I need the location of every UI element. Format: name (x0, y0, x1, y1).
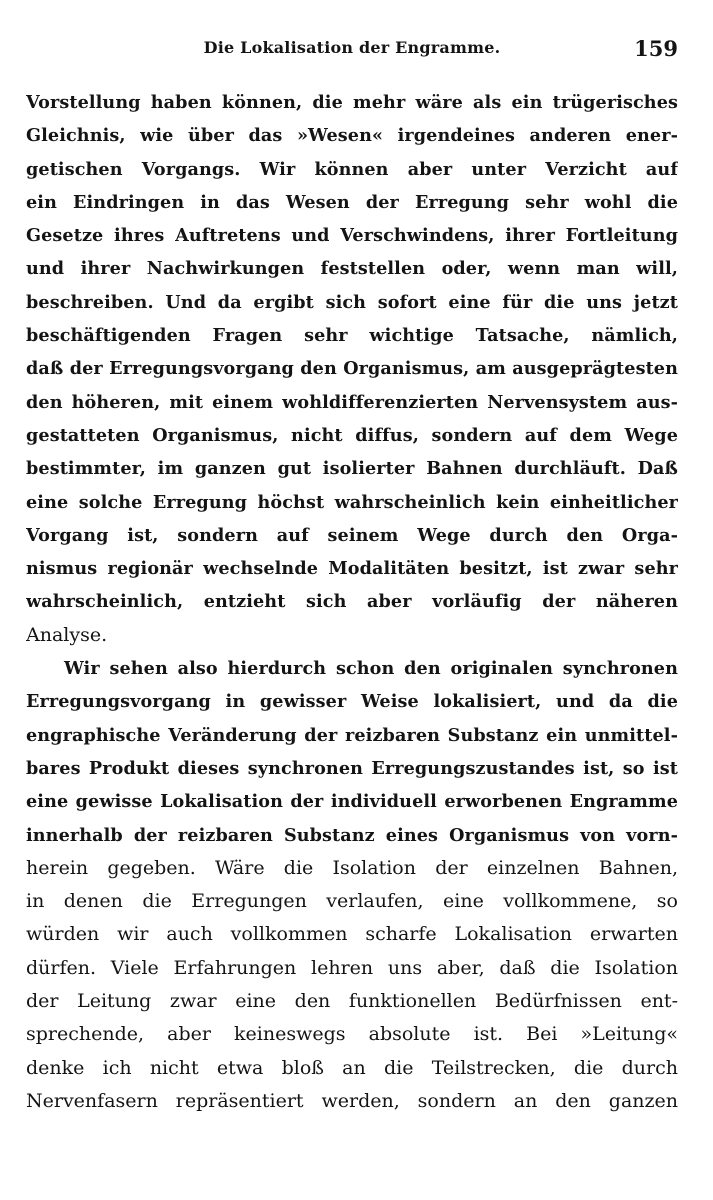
running-head (26, 38, 678, 68)
text-line: den höheren, mit einem wohldifferenzierten Nervensystem aus- (26, 391, 678, 413)
text-line: Nervenfasern repräsentiert werden, sondern an den ganzen (26, 1089, 678, 1112)
text-line: sprechende, aber keineswegs absolute ist. Bei »Leitung« (26, 1023, 678, 1046)
text-line: daß der Erregungsvorgang den Organismus, am ausgeprägtesten (26, 358, 678, 380)
text-line: bestimmter, im ganzen gut isolierter Bahnen durchläuft. Daß (26, 458, 678, 480)
text-line: beschäftigenden Fragen sehr wichtige Tatsache, nämlich, (26, 325, 678, 347)
text-line: innerhalb der reizbaren Substanz eines Organismus von vorn- (26, 824, 678, 846)
body-text (26, 86, 678, 1118)
text-line: und ihrer Nachwirkungen feststellen oder, wenn man will, (26, 258, 678, 280)
text-line: in denen die Erregungen verlaufen, eine vollkommene, so (26, 890, 678, 913)
text-line: Vorgang ist, sondern auf seinem Wege durch den Orga- (26, 524, 678, 546)
text-line: nismus regionär wechselnde Modalitäten besitzt, ist zwar sehr (26, 558, 678, 580)
text-line: wahrscheinlich, entzieht sich aber vorläufig der näheren (26, 591, 678, 613)
text-line: gestatteten Organismus, nicht diffus, sondern auf dem Wege (26, 424, 678, 446)
text-line: dürfen. Viele Erfahrungen lehren uns aber, daß die Isolation (26, 956, 678, 979)
text-line: herein gegeben. Wäre die Isolation der einzelnen Bahnen, (26, 856, 678, 879)
text-line: beschreiben. Und da ergibt sich sofort eine für die uns jetzt (26, 291, 678, 313)
text-line: der Leitung zwar eine den funktionellen Bedürfnissen ent- (26, 990, 678, 1013)
text-line: Vorstellung haben können, die mehr wäre als ein trügerisches (26, 92, 678, 113)
running-title: Die Lokalisation der Engramme. (203, 38, 501, 57)
text-line: würden wir auch vollkommen scharfe Lokalisation erwarten (26, 923, 678, 946)
text-line: bares Produkt dieses synchronen Erregungszustandes ist, so ist (26, 757, 678, 779)
page-number: 159 (634, 36, 678, 61)
text-line: eine solche Erregung höchst wahrscheinlich kein einheitlicher (26, 491, 678, 513)
text-line: Gesetze ihres Auftretens und Verschwindens, ihrer Fortleitung (26, 225, 678, 247)
text-line: eine gewisse Lokalisation der individuell erworbenen Engramme (26, 791, 678, 813)
paragraph-first-line: Wir sehen also hierdurch schon den originalen synchronen (64, 658, 678, 680)
text-line: getischen Vorgangs. Wir können aber unter Verzicht auf (26, 158, 678, 180)
text-line: Erregungsvorgang in gewisser Weise lokalisiert, und da die (26, 691, 678, 713)
text-line: Analyse. (26, 623, 108, 646)
text-line: denke ich nicht etwa bloß an die Teilstrecken, die durch (26, 1056, 678, 1079)
text-line: Gleichnis, wie über das »Wesen« irgendeines anderen ener- (26, 125, 678, 147)
text-line: engraphische Veränderung der reizbaren Substanz ein unmittel- (26, 724, 678, 746)
text-line: ein Eindringen in das Wesen der Erregung sehr wohl die (26, 191, 678, 213)
